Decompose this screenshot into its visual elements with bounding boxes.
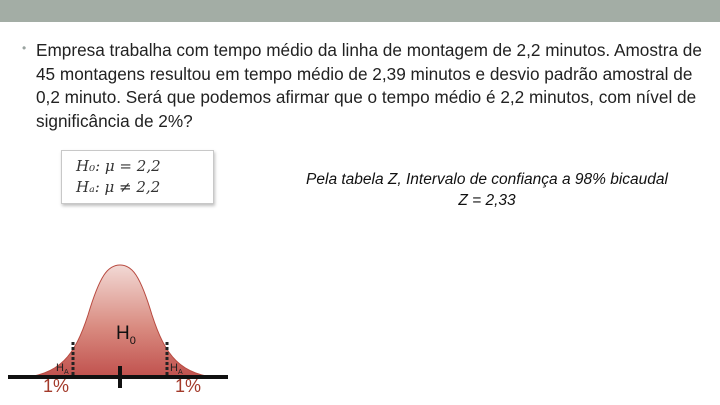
left-tail-percent: 1% (43, 376, 70, 396)
null-hypothesis: H₀: μ = 2,2 (76, 157, 161, 175)
alternative-hypothesis: Hₐ: μ ≠ 2,2 (76, 178, 161, 196)
ha-left-label: $H_A$ (56, 362, 69, 377)
bullet-icon: • (22, 41, 27, 55)
problem-statement: Empresa trabalha com tempo médio da linha de montagem de 2,2 minutos. Amostra de 45 montagens resultou em tempo médio de 2,39 minutos e desvio padrão amostral de 0,2 minuto. Será que podemos afirmar que o tempo médio é 2,2 minutos, com nível de significância de 2%? (36, 40, 702, 131)
normal-curve-area (18, 265, 222, 378)
z-table-note: Pela tabela Z, Intervalo de confiança a 98% bicaudal (306, 171, 668, 188)
h0-region-label: $H_0$ (116, 323, 136, 347)
ha-right-label: $H_A$ (170, 362, 183, 377)
z-value-note: Z = 2,33 (458, 192, 516, 209)
right-tail-percent: 1% (175, 376, 202, 396)
